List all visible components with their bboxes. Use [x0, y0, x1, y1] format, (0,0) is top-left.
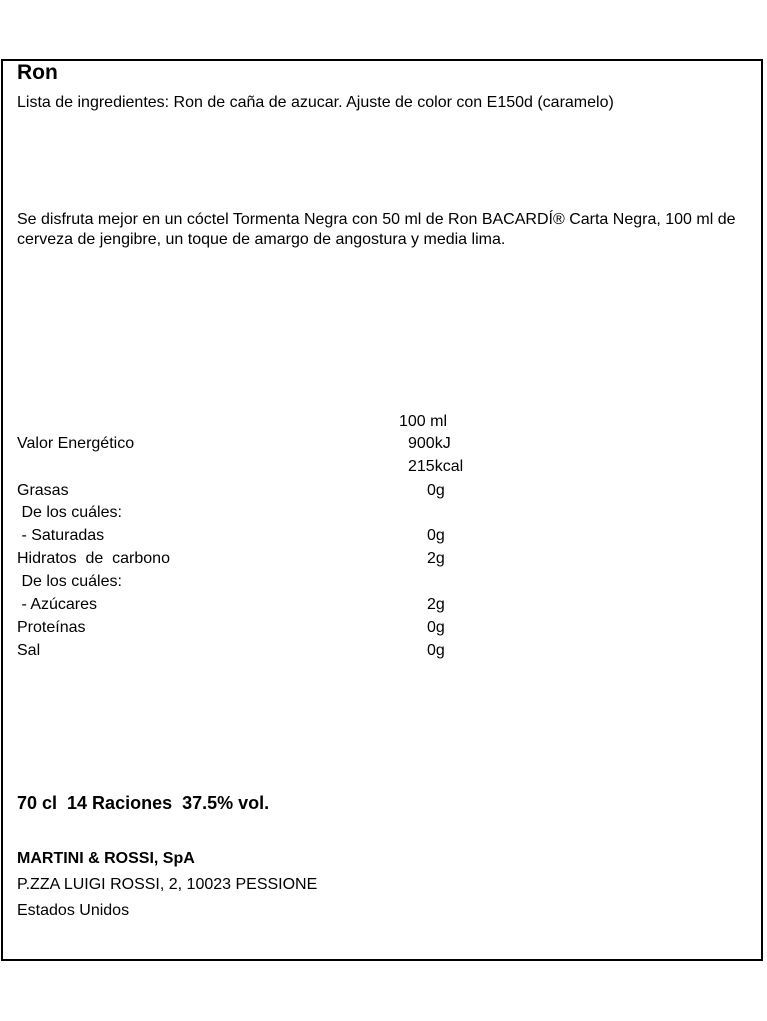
- ingredients-text: Lista de ingredientes: Ron de caña de azucar. Ajuste de color con E150d (caramelo): [17, 94, 614, 111]
- volume-servings-abv: 70 cl 14 Raciones 37.5% vol.: [17, 793, 270, 813]
- sugars-label: - Azúcares: [17, 596, 98, 613]
- energy-label: Valor Energético: [17, 435, 135, 452]
- protein-value: 0g: [427, 619, 445, 636]
- manufacturer-country: Estados Unidos: [17, 902, 130, 919]
- salt-label: Sal: [17, 642, 41, 659]
- carbs-value: 2g: [427, 550, 445, 567]
- nutrition-header: 100 ml: [399, 413, 448, 430]
- saturated-value: 0g: [427, 527, 445, 544]
- fat-value: 0g: [427, 482, 445, 499]
- serving-suggestion-text: Se disfruta mejor en un cóctel Tormenta Negra con 50 ml de Ron BACARDÍ® Carta Negra, 100 ml de cerveza de jengibre, un toque de amargo de angostura y media lima.: [17, 211, 736, 248]
- of-which-label: De los cuáles:: [17, 504, 122, 521]
- carbs-label: Hidratos de carbono: [17, 550, 170, 567]
- protein-label: Proteínas: [17, 619, 86, 636]
- sugars-value: 2g: [427, 596, 445, 613]
- manufacturer-name: MARTINI & ROSSI, SpA: [17, 850, 195, 867]
- salt-value: 0g: [427, 642, 445, 659]
- fat-label: Grasas: [17, 482, 69, 499]
- energy-kcal-value: 215kcal: [408, 458, 464, 475]
- of-which-label: De los cuáles:: [17, 573, 122, 590]
- product-label: [1, 59, 763, 961]
- energy-kj-value: 900kJ: [408, 435, 451, 452]
- saturated-label: - Saturadas: [17, 527, 105, 544]
- manufacturer-address: P.ZZA LUIGI ROSSI, 2, 10023 PESSIONE: [17, 876, 318, 893]
- product-title: Ron: [17, 61, 58, 84]
